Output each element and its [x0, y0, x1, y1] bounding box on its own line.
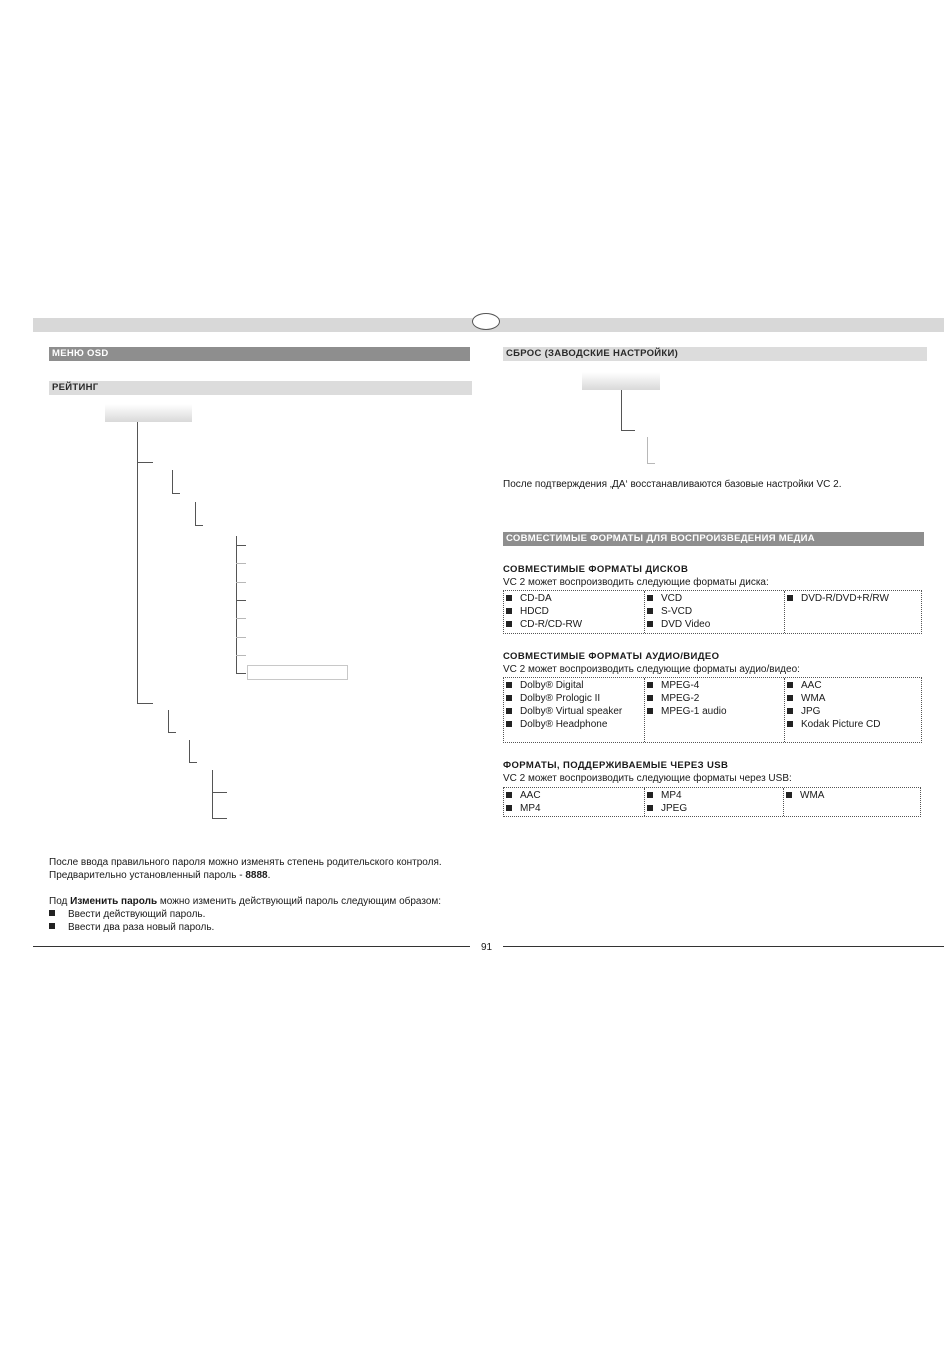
- format-label: WMA: [801, 693, 826, 704]
- tree-line: [189, 762, 197, 763]
- format-label: S-VCD: [661, 606, 693, 617]
- format-label: CD-DA: [520, 593, 552, 604]
- usb-formats-intro: VC 2 может воспроизводить следующие форматы через USB:: [503, 773, 792, 784]
- tree-line: [137, 462, 153, 463]
- bullet-square-icon: [647, 608, 653, 614]
- tree-line: [621, 390, 622, 430]
- format-item: [504, 705, 644, 718]
- bullet-square-icon: [787, 595, 793, 601]
- usb-formats-table: [503, 787, 921, 817]
- password-paragraph-suffix: .: [267, 870, 271, 881]
- change-password-paragraph: [49, 895, 441, 908]
- format-item: [784, 789, 920, 802]
- format-label: AAC: [520, 790, 541, 801]
- bullet-square-icon: [647, 792, 653, 798]
- bullet-square-icon: [506, 721, 512, 727]
- format-item: [645, 592, 784, 605]
- format-label: AAC: [801, 680, 822, 691]
- bullet-text: Ввести действующий пароль.: [68, 909, 206, 920]
- format-item: [645, 802, 783, 815]
- format-label: Dolby® Digital: [520, 680, 584, 691]
- format-item: [645, 679, 784, 692]
- format-column: [644, 678, 784, 742]
- tree-line: [212, 770, 213, 818]
- format-item: [785, 705, 921, 718]
- usb-formats-title: ФОРМАТЫ, ПОДДЕРЖИВАЕМЫЕ ЧЕРЕЗ USB: [503, 760, 729, 771]
- format-label: MP4: [661, 790, 682, 801]
- bullet-square-icon: [506, 708, 512, 714]
- format-label: MPEG-4: [661, 680, 700, 691]
- bullet-square-icon: [506, 805, 512, 811]
- reset-header: СБРОС (ЗАВОДСКИЕ НАСТРОЙКИ): [503, 347, 927, 361]
- change-password-prefix: Под: [49, 896, 71, 907]
- format-item: [504, 605, 644, 618]
- format-label: DVD-R/DVD+R/RW: [801, 593, 889, 604]
- format-label: JPEG: [661, 803, 688, 814]
- reset-description: После подтверждения ‚ДА‘ восстанавливаются базовые настройки VC 2.: [503, 479, 842, 490]
- format-item: [504, 592, 644, 605]
- change-password-term: Изменить пароль: [70, 896, 158, 907]
- format-item: [504, 802, 644, 815]
- bullet-square-icon: [49, 923, 55, 929]
- tree-line: [236, 673, 246, 674]
- format-column: [504, 678, 644, 742]
- tree-line: [172, 470, 173, 493]
- tree-line: [236, 618, 246, 619]
- format-item: [645, 705, 784, 718]
- tree-line: [195, 502, 196, 525]
- format-label: CD-R/CD-RW: [520, 619, 583, 630]
- format-item: [645, 618, 784, 631]
- bullet-square-icon: [787, 721, 793, 727]
- format-item: [504, 718, 644, 731]
- tree-line: [168, 710, 169, 732]
- bullet-square-icon: [787, 695, 793, 701]
- format-label: Dolby® Prologic II: [520, 693, 601, 704]
- change-password-suffix: можно изменить действующий пароль следующим образом:: [157, 896, 442, 907]
- tree-line: [168, 732, 176, 733]
- tree-root-box: [105, 404, 192, 422]
- tree-line: [172, 493, 180, 494]
- format-item: [785, 592, 921, 605]
- tree-line: [236, 637, 246, 638]
- rating-header: РЕЙТИНГ: [49, 381, 472, 395]
- bullet-square-icon: [647, 682, 653, 688]
- bullet-square-icon: [506, 695, 512, 701]
- reset-tree-root-box: [582, 372, 660, 390]
- format-label: DVD Video: [661, 619, 711, 630]
- format-column: [783, 788, 920, 816]
- tree-line: [236, 545, 246, 546]
- bullet-item: [49, 908, 205, 921]
- bullet-item: [49, 921, 214, 934]
- format-item: [504, 692, 644, 705]
- av-formats-title: СОВМЕСТИМЫЕ ФОРМАТЫ АУДИО/ВИДЕО: [503, 651, 720, 662]
- footer-rule-left: [33, 946, 470, 947]
- bullet-square-icon: [647, 695, 653, 701]
- bullet-square-icon: [49, 910, 55, 916]
- format-item: [645, 692, 784, 705]
- password-paragraph-line2: [49, 869, 270, 882]
- format-column: [644, 591, 784, 633]
- tree-line: [212, 792, 227, 793]
- format-item: [645, 789, 783, 802]
- default-password: 8888: [245, 870, 268, 881]
- disc-formats-intro: VC 2 может воспроизводить следующие форматы диска:: [503, 577, 769, 588]
- bullet-square-icon: [647, 708, 653, 714]
- tree-line: [236, 655, 246, 656]
- tree-selected-box: [247, 665, 348, 680]
- format-column: [784, 678, 921, 742]
- menu-osd-header: МЕНЮ OSD: [49, 347, 470, 361]
- bullet-square-icon: [787, 708, 793, 714]
- format-label: MPEG-2: [661, 693, 700, 704]
- tree-line: [195, 525, 203, 526]
- format-column: [784, 591, 921, 633]
- tree-line: [189, 740, 190, 762]
- tree-line: [647, 463, 655, 464]
- bullet-square-icon: [506, 595, 512, 601]
- format-item: [785, 692, 921, 705]
- format-label: MPEG-1 audio: [661, 706, 727, 717]
- tree-line: [236, 563, 246, 564]
- bullet-square-icon: [506, 621, 512, 627]
- tree-line: [236, 600, 246, 601]
- format-label: MP4: [520, 803, 541, 814]
- format-item: [504, 618, 644, 631]
- page-ring-marker: [472, 313, 500, 330]
- bullet-square-icon: [786, 792, 792, 798]
- format-label: WMA: [800, 790, 825, 801]
- tree-line: [137, 703, 153, 704]
- bullet-square-icon: [647, 805, 653, 811]
- bullet-square-icon: [647, 595, 653, 601]
- password-paragraph-prefix: Предварительно установленный пароль -: [49, 870, 246, 881]
- av-formats-intro: VC 2 может воспроизводить следующие форматы аудио/видео:: [503, 664, 800, 675]
- format-column: [504, 591, 644, 633]
- footer-rule-right: [503, 946, 944, 947]
- format-label: Dolby® Virtual speaker: [520, 706, 623, 717]
- tree-line: [137, 422, 138, 703]
- disc-formats-table: [503, 590, 922, 634]
- format-label: HDCD: [520, 606, 549, 617]
- tree-line: [212, 818, 227, 819]
- format-label: JPG: [801, 706, 821, 717]
- password-paragraph-line1: После ввода правильного пароля можно изменять степень родительского контроля.: [49, 857, 442, 868]
- bullet-text: Ввести два раза новый пароль.: [68, 922, 215, 933]
- bullet-square-icon: [506, 682, 512, 688]
- format-label: Dolby® Headphone: [520, 719, 608, 730]
- bullet-square-icon: [647, 621, 653, 627]
- page-number: 91: [480, 942, 493, 953]
- format-column: [504, 788, 644, 816]
- format-item: [785, 718, 921, 731]
- format-item: [645, 605, 784, 618]
- bullet-square-icon: [506, 608, 512, 614]
- disc-formats-title: СОВМЕСТИМЫЕ ФОРМАТЫ ДИСКОВ: [503, 564, 689, 575]
- format-label: Kodak Picture CD: [801, 719, 881, 730]
- format-item: [504, 679, 644, 692]
- format-item: [785, 679, 921, 692]
- tree-line: [621, 430, 635, 431]
- format-column: [644, 788, 783, 816]
- tree-line: [236, 536, 237, 673]
- format-item: [504, 789, 644, 802]
- bullet-square-icon: [506, 792, 512, 798]
- tree-line: [236, 582, 246, 583]
- tree-line: [647, 437, 648, 463]
- bullet-square-icon: [787, 682, 793, 688]
- format-label: VCD: [661, 593, 683, 604]
- formats-header: СОВМЕСТИМЫЕ ФОРМАТЫ ДЛЯ ВОСПРОИЗВЕДЕНИЯ МЕДИА: [503, 532, 924, 546]
- av-formats-table: [503, 677, 922, 743]
